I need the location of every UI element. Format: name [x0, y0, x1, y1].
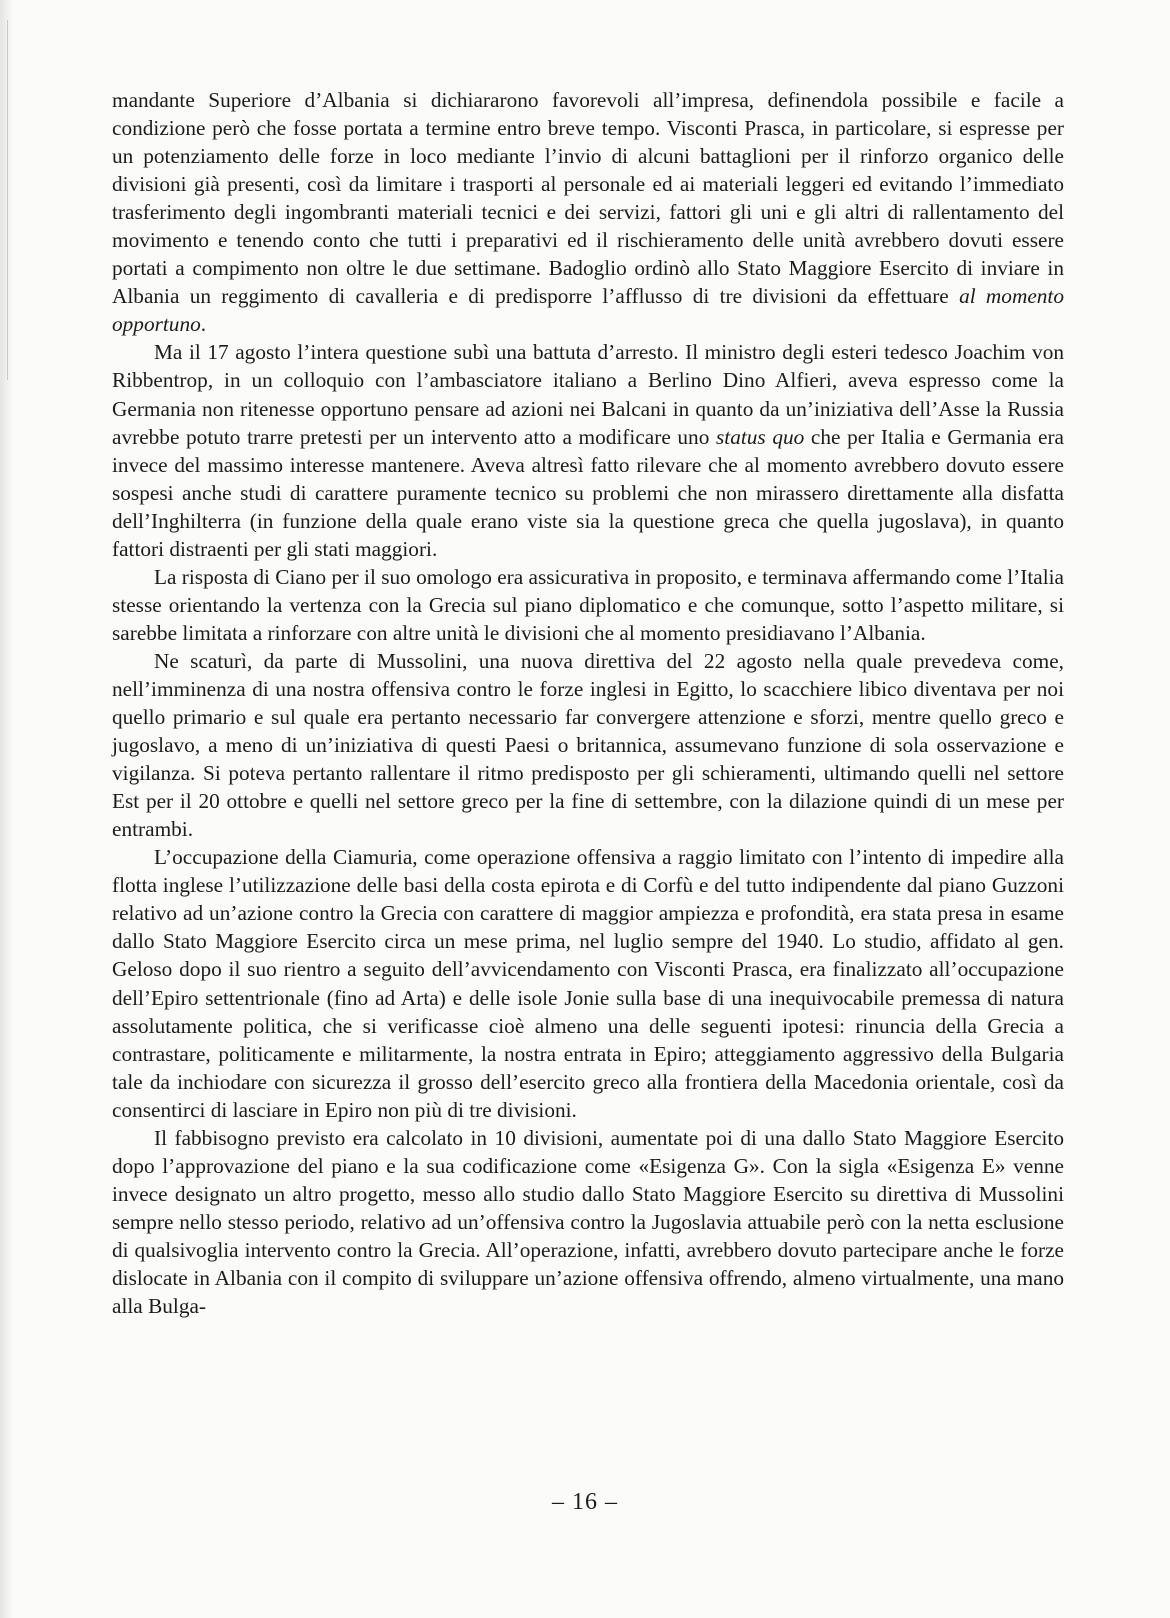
paragraph-6: [112, 1124, 1064, 1320]
italic-status-quo: status quo: [715, 424, 805, 449]
scan-margin-line: [7, 20, 8, 380]
body-text: [112, 86, 1064, 1320]
page-number: – 16 –: [552, 1489, 618, 1515]
paragraph-5-text: L’occupazione della Ciamuria, come operazione offensiva a raggio limitato con l’intento di impedire alla flotta inglese l’utilizzazione delle basi della costa epirota e di Corfù e del tutto indipendente dal piano Guzzoni relativo ad un’azione contro la Grecia con carattere di maggior ampiezza e profondità, era stata presa in esame dallo Stato Maggiore Esercito circa un mese prima, nel luglio sempre del 1940. Lo studio, affidato al gen. Geloso dopo il suo rientro a seguito dell’avvicendamento con Visconti Prasca, era finalizzato all’occupazione dell’Epiro settentrionale (fino ad Arta) e delle isole Jonie sulla base di una inequivocabile premessa di natura assolutamente politica, che si verificasse cioè almeno una delle seguenti ipotesi: rinuncia della Grecia a contrastare, politicamente e militarmente, la nostra entrata in Epiro; atteggiamento aggressivo della Bulgaria tale da inchiodare con sicurezza il grosso dell’esercito greco alla frontiera della Macedonia orientale, così da consentirci di lasciare in Epiro non più di tre divisioni.: [112, 845, 1064, 1122]
paragraph-4-text: Ne scaturì, da parte di Mussolini, una nuova direttiva del 22 agosto nella quale prevedeva come, nell’imminenza di una nostra offensiva contro le forze inglesi in Egitto, lo scacchiere libico diventava per noi quello primario e sul quale era pertanto necessario far convergere attenzione e sforzi, mentre quello greco e jugoslavo, a meno di un’iniziativa di questi Paesi o britannica, assumevano funzione di sola osservazione e vigilanza. Si poteva pertanto rallentare il ritmo predisposto per gli schieramenti, ultimando quelli nel settore Est per il 20 ottobre e quelli nel settore greco per la fine di settembre, con la dilazione quindi di un mese per entrambi.: [112, 648, 1064, 842]
paragraph-2-text-b: che per Italia e Germania era invece del massimo interesse mantenere. Aveva altresì fatto rilevare che al momento avrebbero dovuto essere sospesi anche studi di carattere puramente tecnico su problemi che non mirassero direttamente alla disfatta dell’Inghilterra (in funzione della quale erano viste sia la questione greca che quella jugoslava), in quanto fattori distraenti per gli stati maggiori.: [112, 424, 1064, 561]
paragraph-2: [112, 338, 1064, 562]
paragraph-5: [112, 843, 1064, 1123]
paragraph-1-text-b: .: [200, 312, 207, 337]
paragraph-3-text: La risposta di Ciano per il suo omologo era assicurativa in proposito, e terminava affermando come l’Italia stesse orientando la vertenza con la Grecia sul piano diplomatico e che comunque, sotto l’aspetto militare, si sarebbe limitata a rinforzare con altre unità le divisioni che al momento presidiavano l’Albania.: [112, 564, 1064, 645]
paragraph-4: [112, 647, 1064, 843]
paragraph-3: [112, 563, 1064, 647]
italic-al-momento-opportuno: al momento opportuno: [112, 284, 1064, 337]
paragraph-1-text-a: mandante Superiore d’Albania si dichiararono favorevoli all’impresa, definendola possibile e facile a condizione però che fosse portata a termine entro breve tempo. Visconti Prasca, in particolare, si espresse per un potenziamento delle forze in loco mediante l’invio di alcuni battaglioni per il rinforzo organico delle divisioni già presenti, così da limitare i trasporti al personale ed ai materiali leggeri ed evitando l’immediato trasferimento degli ingombranti materiali tecnici e dei servizi, fattori gli uni e gli altri di rallentamento del movimento e tenendo conto che tutti i preparativi ed il rischieramento delle unità avrebbero dovuti essere portati a compimento non oltre le due settimane. Badoglio ordinò allo Stato Maggiore Esercito di inviare in Albania un reggimento di cavalleria e di predisporre l’afflusso di tre divisioni da effettuare: [112, 88, 1064, 309]
paragraph-2-text-a: Ma il 17 agosto l’intera questione subì una battuta d’arresto. Il ministro degli esteri tedesco Joachim von Ribbentrop, in un colloquio con l’ambasciatore italiano a Berlino Dino Alfieri, aveva espresso come la Germania non ritenesse opportuno pensare ad azioni nei Balcani in quanto da un’iniziativa dell’Asse la Russia avrebbe potuto trarre pretesti per un intervento atto a modificare uno: [112, 340, 1064, 449]
paragraph-6-text: Il fabbisogno previsto era calcolato in 10 divisioni, aumentate poi di una dallo Stato Maggiore Esercito dopo l’approvazione del piano e la sua codificazione come «Esigenza G». Con la sigla «Esigenza E» venne invece designato un altro progetto, messo allo studio dallo Stato Maggiore Esercito su direttiva di Mussolini sempre nello stesso periodo, relativo ad un’offensiva contro la Jugoslavia attuabile però con la netta esclusione di qualsivoglia intervento contro la Grecia. All’operazione, infatti, avrebbero dovuto partecipare anche le forze dislocate in Albania con il compito di sviluppare un’azione offensiva offrendo, almeno virtualmente, una mano alla Bulga-: [112, 1125, 1064, 1319]
paragraph-1: [112, 86, 1064, 338]
